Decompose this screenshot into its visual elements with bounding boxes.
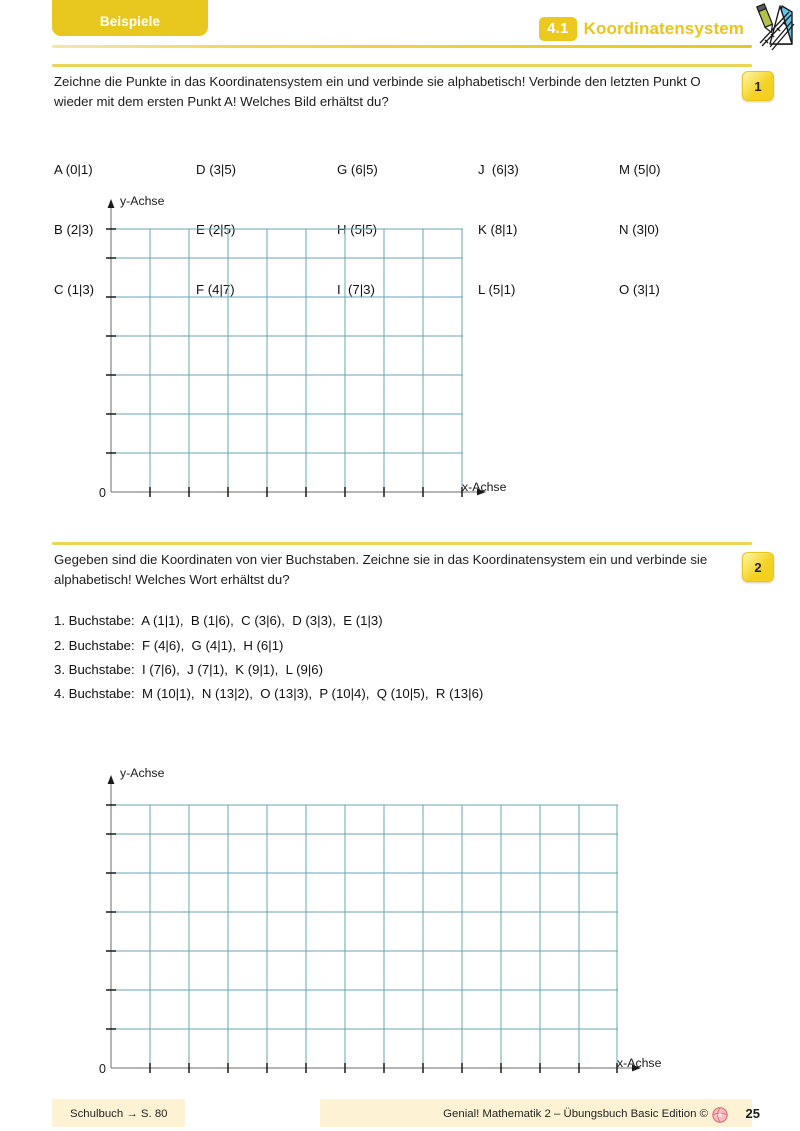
y-axis-label-2: y-Achse	[120, 766, 165, 780]
x-axis-label-1: x-Achse	[462, 480, 507, 494]
coordinate-item: D (3|5)	[196, 162, 237, 177]
coordinate-item: I (7|3)	[337, 282, 375, 297]
coordinate-item: J (6|3)	[478, 162, 519, 177]
coordinate-system-2	[96, 766, 662, 1082]
task-1-badge-number: 1	[754, 78, 762, 94]
letter-line-1: 1. Buchstabe: A (1|1), B (1|6), C (3|6), D (3|3), E (1|3)	[54, 613, 383, 628]
task-1-divider	[52, 64, 752, 67]
origin-label-1: 0	[99, 486, 106, 500]
page-title: Koordinatensystem	[583, 19, 744, 38]
coordinate-item: O (3|1)	[619, 282, 660, 297]
chapter-number-badge: 4.1	[539, 17, 576, 41]
footer-copyright: Genial! Mathematik 2 – Übungsbuch Basic Edition ©	[443, 1108, 708, 1120]
header-divider	[52, 45, 752, 48]
footer-schulbuch-reference: Schulbuch → S. 80	[70, 1108, 168, 1120]
coordinate-column-5	[619, 120, 661, 340]
origin-label-2: 0	[99, 1062, 106, 1076]
chapter-heading	[539, 17, 744, 41]
tab-beispiele-label: Beispiele	[99, 14, 161, 29]
grid-1-svg	[96, 196, 496, 506]
coordinate-column-1	[54, 120, 94, 340]
page-header	[0, 0, 800, 52]
coordinate-item: M (5|0)	[619, 162, 661, 177]
grid-2-svg	[96, 766, 646, 1082]
page-number: 25	[745, 1106, 760, 1121]
task-2-badge-number: 2	[754, 559, 762, 575]
publisher-logo-icon	[712, 1107, 728, 1123]
letter-line-4: 4. Buchstabe: M (10|1), N (13|2), O (13|3), P (10|4), Q (10|5), R (13|6)	[54, 686, 484, 701]
page-footer	[0, 1095, 800, 1131]
coordinate-item: K (8|1)	[478, 222, 518, 237]
coordinate-item: G (6|5)	[337, 162, 378, 177]
y-axis-label-1: y-Achse	[120, 194, 165, 208]
coordinate-item: F (4|7)	[196, 282, 235, 297]
coordinate-item: N (3|0)	[619, 222, 660, 237]
tab-beispiele[interactable]	[52, 0, 208, 36]
task-2-instruction: Gegeben sind die Koordinaten von vier Buchstaben. Zeichne sie in das Koordinatensystem ein und verbinde sie alphabetisch! Welches Wort erhältst du?	[54, 552, 708, 587]
coordinate-item: E (2|5)	[196, 222, 236, 237]
task-2-badge	[742, 552, 774, 582]
task-2-divider	[52, 542, 752, 545]
geometry-tools-icon	[742, 0, 798, 52]
letter-line-2: 2. Buchstabe: F (4|6), G (4|1), H (6|1)	[54, 638, 284, 653]
x-axis-label-2: x-Achse	[617, 1056, 662, 1070]
coordinate-item: L (5|1)	[478, 282, 516, 297]
task-1-instruction: Zeichne die Punkte in das Koordinatensystem ein und verbinde sie alphabetisch! Verbinde den letzten Punkt O wieder mit dem ersten Punkt A! Welches Bild erhältst du?	[54, 74, 701, 109]
task-1-badge	[742, 71, 774, 101]
coordinate-item: A (0|1)	[54, 162, 93, 177]
letter-line-3: 3. Buchstabe: I (7|6), J (7|1), K (9|1), L (9|6)	[54, 662, 324, 677]
coordinate-item: C (1|3)	[54, 282, 95, 297]
coordinate-item: H (5|5)	[337, 222, 378, 237]
coordinate-item: B (2|3)	[54, 222, 94, 237]
